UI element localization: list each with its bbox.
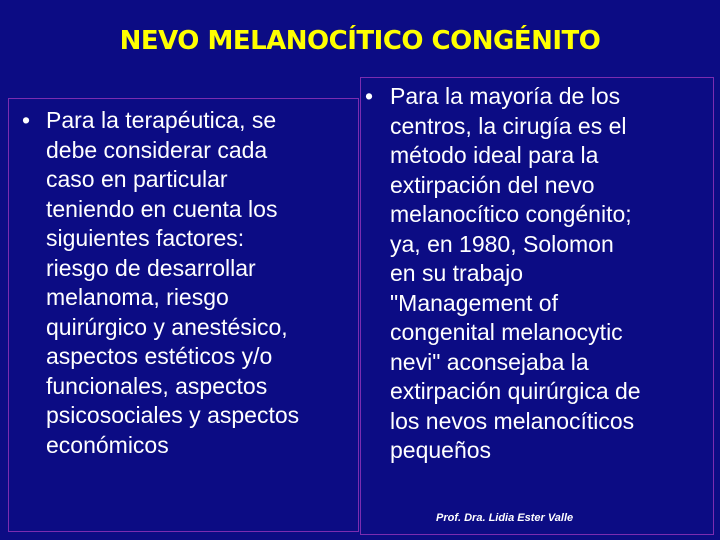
right-bullet-marker: • — [365, 83, 374, 109]
slide-title: NEVO MELANOCÍTICO CONGÉNITO — [119, 26, 601, 56]
right-bullet-text: Para la mayoría de los centros, la cirugía es el método ideal para la extirpación del nevo melanocítico congénito; ya, en 1980, Solomon en su trabajo "Management of congenital melanocytic nevi" aconsejaba la extirpación quirúrgica de los nevos melanocíticos pequeños — [390, 83, 641, 463]
left-bullet-marker: • — [22, 107, 31, 133]
left-bullet-text: Para la terapéutica, se debe considerar cada caso en particular teniendo en cuenta los siguientes factores: riesgo de desarrollar melanoma, riesgo quirúrgico y anestésico, aspectos estéticos y/o funcionales, aspectos psicosociales y aspectos económicos — [46, 107, 300, 458]
author-footer: Prof. Dra. Lidia Ester Valle — [436, 512, 574, 524]
